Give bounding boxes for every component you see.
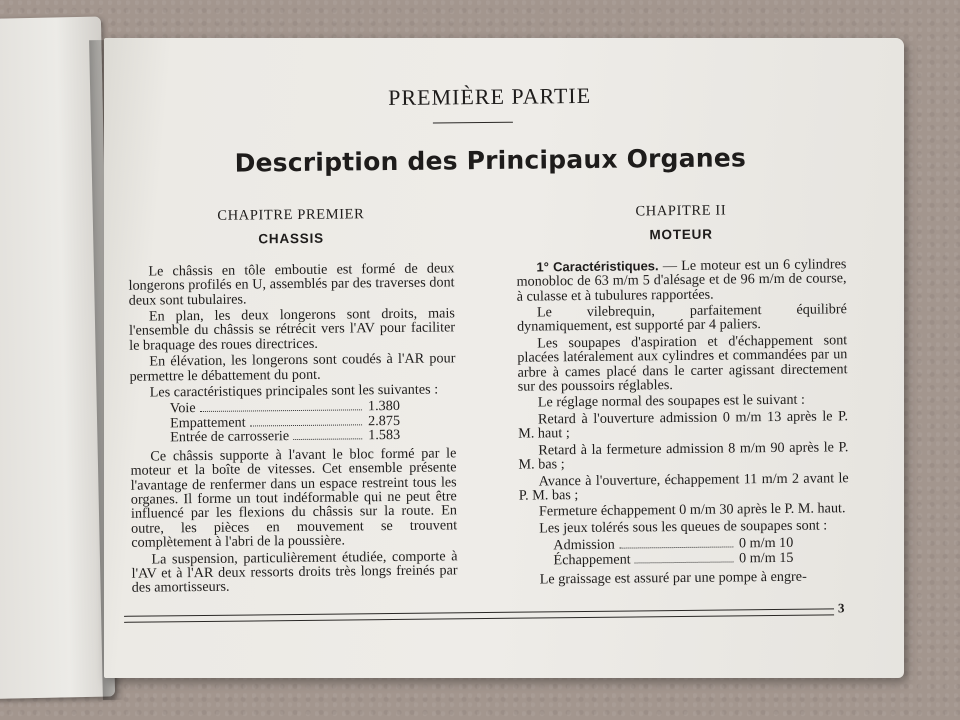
- chapter-heading: CHAPITRE II: [635, 202, 727, 220]
- spec-table: [170, 399, 400, 445]
- paragraph: La suspension, particulièrement étudiée, comporte à l'AV et à l'AR deux ressorts droits très longs freinés par des amortisseurs.: [131, 547, 458, 597]
- spec-value: 1.583: [368, 427, 401, 444]
- section-heading: MOTEUR: [649, 227, 713, 243]
- paragraph: Le châssis en tôle emboutie est formé de deux longerons profilés en U, assemblés par des traverses dont deux sont tubulaires.: [128, 260, 455, 309]
- paragraph: Les jeux tolérés sous les queues de soupapes sont :: [539, 517, 828, 537]
- clearance-label: Admission: [553, 536, 615, 554]
- section-heading: CHASSIS: [258, 231, 325, 247]
- clearance-value: 0 m/m 10: [738, 534, 794, 552]
- spec-label: Voie: [169, 400, 196, 417]
- book-page: [104, 38, 904, 678]
- paragraph: Le réglage normal des soupapes est le suivant :: [537, 392, 806, 411]
- clearance-table: [519, 535, 849, 567]
- leader-dots: [293, 439, 362, 441]
- paragraph: Ce châssis supporte à l'avant le bloc formé par le moteur et la boîte de vitesses. Cet ensemble présente l'avantage de renfermer dans un espace restreint tous les organes. Il forme un tout indéformable qui ne peut être influencé par les flexions du châssis sur la route. En outre, les pièces en mouvement se trouvent complètement à l'abri de la poussière.: [130, 445, 458, 551]
- page-number: 3: [837, 600, 845, 616]
- paragraph: Les caractéristiques principales sont les suivantes :: [149, 381, 439, 401]
- chapter-heading: CHAPITRE PREMIER: [217, 206, 365, 224]
- paragraph: Avance à l'ouverture, échappement 11 m/m 2 avant le P. M. bas ;: [518, 469, 849, 504]
- right-column: [516, 202, 850, 589]
- leader-dots: [635, 561, 733, 563]
- part-title: PREMIÈRE PARTIE: [388, 82, 592, 111]
- leader-dots: [200, 410, 362, 413]
- spec-row: [170, 428, 400, 445]
- main-title: Description des Principaux Organes: [234, 143, 747, 178]
- spec-value: 1.380: [367, 398, 400, 415]
- footer-rule: [124, 608, 834, 622]
- clearance-label: Échappement: [553, 551, 631, 568]
- inline-heading: 1° Caractéristiques.: [536, 258, 659, 275]
- paragraph: Les soupapes d'aspiration et d'échappement sont placées latéralement aux cylindres et commandées par un arbre à cames placé dans le carter agissant directement sur des poussoirs réglables.: [517, 332, 848, 395]
- title-rule: [433, 122, 513, 124]
- paragraph: En plan, les deux longerons sont droits, mais l'ensemble du châssis se rétrécit vers l'AV pour faciliter le braquage des roues directrices.: [128, 305, 456, 354]
- leader-dots: [619, 547, 733, 549]
- left-column: [128, 206, 458, 597]
- paragraph-text: — Le moteur est un 6 cylindres monobloc de 63 m/m 5 d'alésage et de 96 m/m de course, à culasse et à tubulures rapportées.: [516, 256, 847, 305]
- clearance-value: 0 m/m 15: [739, 549, 794, 566]
- spec-label: Entrée de carrosserie: [170, 428, 290, 446]
- paragraph: Fermeture échappement 0 m/m 30 après le P. M. haut.: [538, 500, 846, 520]
- paragraph: Le graissage est assuré par une pompe à engre-: [539, 568, 807, 588]
- paragraph: [516, 257, 846, 304]
- clearance-row: [553, 550, 793, 567]
- paragraph: Le vilebrequin, parfaitement équilibré dynamiquement, est supporté par 4 paliers.: [516, 301, 847, 336]
- spec-label: Empattement: [169, 414, 246, 432]
- leader-dots: [250, 424, 362, 426]
- paragraph: Retard à la fermeture admission 8 m/m 90 après le P. M. bas ;: [518, 438, 849, 473]
- paragraph: Retard à l'ouverture admission 0 m/m 13 après le P. M. haut ;: [518, 408, 849, 442]
- paragraph: En élévation, les longerons sont coudés à l'AR pour permettre le débattement du pont.: [129, 350, 456, 385]
- spec-value: 2.875: [368, 412, 401, 430]
